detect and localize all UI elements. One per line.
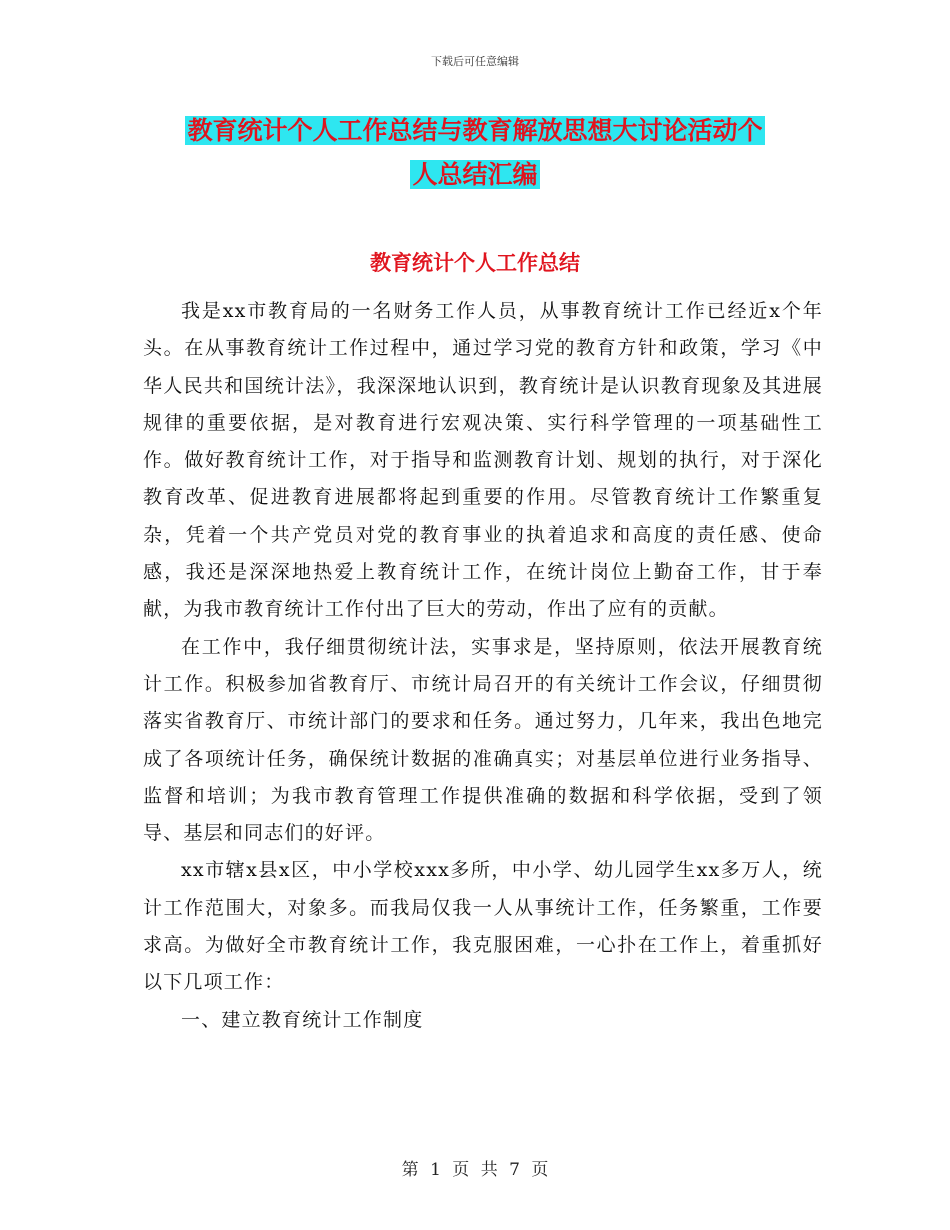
document-title-line-2 (0, 157, 950, 193)
paragraph-3: xx市辖x县x区，中小学校xxx多所，中小学、幼儿园学生xx多万人，统计工作范围大，对象多。而我局仅我一人从事统计工作，任务繁重，工作要求高。为做好全市教育统计工作，我克服困难，一心扑在工作上，着重抓好以下几项工作： (143, 859, 823, 994)
header-note: 下载后可任意编辑 (431, 55, 519, 68)
page-footer: 第 1 页 共 7 页 (401, 1160, 549, 1180)
section-title: 教育统计个人工作总结 (370, 251, 580, 275)
document-body (143, 293, 823, 1039)
document-title-line-1 (0, 113, 950, 149)
paragraph-1: 我是xx市教育局的一名财务工作人员，从事教育统计工作已经近x个年头。在从事教育统计工作过程中，通过学习党的教育方针和政策，学习《中华人民共和国统计法》，我深深地认识到，教育统计是认识教育现象及其进展规律的重要依据，是对教育进行宏观决策、实行科学管理的一项基础性工作。做好教育统计工作，对于指导和监测教育计划、规划的执行，对于深化教育改革、促进教育进展都将起到重要的作用。尽管教育统计工作繁重复杂，凭着一个共产党员对党的教育事业的执着追求和高度的责任感、使命感，我还是深深地热爱上教育统计工作，在统计岗位上勤奋工作，甘于奉献，为我市教育统计工作付出了巨大的劳动，作出了应有的贡献。 (143, 300, 823, 621)
document-title-text-1: 教育统计个人工作总结与教育解放思想大讨论活动个 (187, 116, 763, 145)
paragraph-4: 一、建立教育统计工作制度 (181, 1008, 424, 1031)
paragraph-2: 在工作中，我仔细贯彻统计法，实事求是，坚持原则，依法开展教育统计工作。积极参加省教育厅、市统计局召开的有关统计工作会议，仔细贯彻落实省教育厅、市统计部门的要求和任务。通过努力，几年来，我出色地完成了各项统计任务，确保统计数据的准确真实；对基层单位进行业务指导、监督和培训；为我市教育管理工作提供准确的数据和科学依据，受到了领导、基层和同志们的好评。 (143, 635, 823, 845)
document-title-text-2: 人总结汇编 (412, 160, 538, 189)
